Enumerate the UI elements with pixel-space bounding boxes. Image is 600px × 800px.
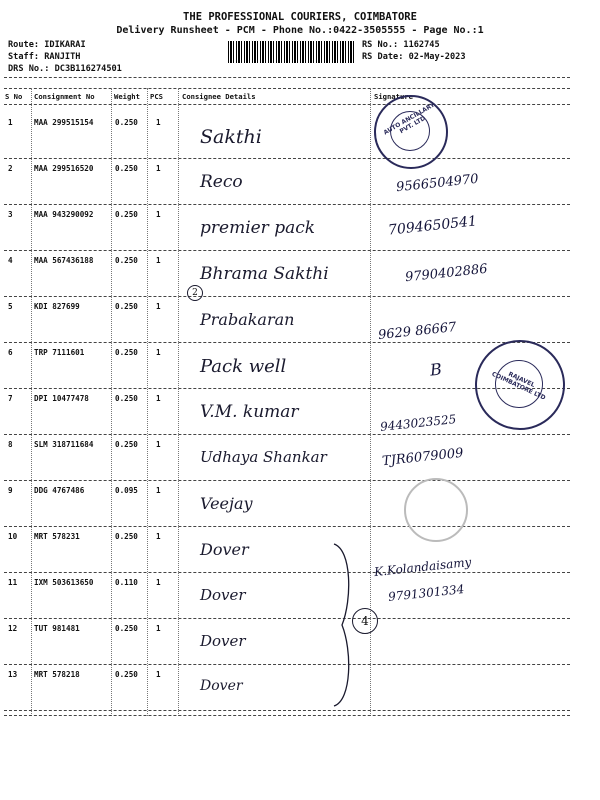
rs-date-line [362, 52, 466, 62]
row-sno: 2 [8, 164, 13, 173]
drs-label: DRS No.: [8, 64, 50, 74]
row-weight: 0.250 [115, 670, 138, 679]
row-consignee-handwriting: Pack well [200, 356, 287, 377]
col-signature: Signature [374, 92, 413, 101]
route-line [8, 40, 86, 50]
rs-date-label: RS Date: [362, 52, 404, 62]
row-consignee-handwriting: V.M. kumar [200, 402, 299, 422]
drs-line [8, 64, 122, 74]
row-consignment: SLM 318711684 [34, 440, 94, 449]
col-weight: Weight [114, 92, 140, 101]
row-sno: 3 [8, 210, 13, 219]
row-signature-handwriting: 7094650541 [387, 213, 478, 239]
row-sno: 8 [8, 440, 13, 449]
row-sno: 4 [8, 256, 13, 265]
table-bottom-divider [4, 715, 570, 716]
row-weight: 0.250 [115, 302, 138, 311]
row-consignment: DPI 10477478 [34, 394, 89, 403]
row-signature-handwriting: 9443023525 [379, 412, 457, 434]
col-consignee: Consignee Details [182, 92, 256, 101]
row-weight: 0.250 [115, 394, 138, 403]
bracket-mark [330, 540, 360, 710]
barcode-image [228, 41, 354, 63]
row-weight: 0.250 [115, 256, 138, 265]
row-pcs: 1 [156, 532, 161, 541]
row-divider [4, 526, 570, 527]
staff-value: RANJITH [44, 52, 81, 62]
circle-annotation: 4 [352, 608, 378, 634]
row-sno: 1 [8, 118, 13, 127]
row-weight: 0.250 [115, 164, 138, 173]
staff-line [8, 52, 80, 62]
rs-no-line [362, 40, 440, 50]
company-stamp [374, 95, 448, 169]
row-consignment: TUT 981481 [34, 624, 80, 633]
row-pcs: 1 [156, 670, 161, 679]
row-signature-handwriting: TJR6079009 [381, 445, 465, 470]
row-pcs: 1 [156, 210, 161, 219]
col-sno: S No [5, 92, 23, 101]
row-weight: 0.250 [115, 624, 138, 633]
row-consignee-handwriting: Prabakaran [200, 310, 295, 329]
row-sno: 7 [8, 394, 13, 403]
row-signature-handwriting: 9629 86667 [377, 319, 458, 344]
route-value: IDIKARAI [44, 40, 86, 50]
row-pcs: 1 [156, 348, 161, 357]
row-consignment: MAA 943290092 [34, 210, 94, 219]
row-sno: 13 [8, 670, 18, 679]
drs-value: DC3B116274501 [54, 64, 122, 74]
stamp-text: RAJAVEL COIMBATORE LTD [490, 370, 547, 402]
row-consignee-handwriting: Bhrama Sakthi [200, 264, 329, 284]
row-divider [4, 480, 570, 481]
row-weight: 0.250 [115, 440, 138, 449]
row-divider [4, 710, 570, 711]
row-consignment: DDG 4767486 [34, 486, 85, 495]
row-weight: 0.250 [115, 348, 138, 357]
row-signature-handwriting: 9791301334 [387, 582, 465, 604]
row-divider [4, 434, 570, 435]
row-sno: 6 [8, 348, 13, 357]
row-signature-handwriting: 9790402886 [404, 261, 489, 286]
row-consignment: MAA 567436188 [34, 256, 94, 265]
row-divider [4, 618, 570, 619]
row-divider [4, 158, 570, 159]
row-weight: 0.095 [115, 486, 138, 495]
table-header-divider [4, 104, 570, 105]
row-consignee-handwriting: Veejay [200, 494, 253, 513]
row-weight: 0.250 [115, 532, 138, 541]
row-consignment: MAA 299516520 [34, 164, 94, 173]
row-divider [4, 204, 570, 205]
row-divider [4, 572, 570, 573]
table-top-divider [4, 88, 570, 89]
row-consignee-handwriting: Dover [200, 586, 246, 604]
row-pcs: 1 [156, 394, 161, 403]
row-signature-handwriting: K.Kolandaisamy [373, 554, 472, 580]
row-consignee-handwriting: Dover [200, 540, 249, 559]
row-divider [4, 250, 570, 251]
row-weight: 0.250 [115, 118, 138, 127]
row-sno: 10 [8, 532, 18, 541]
row-pcs: 1 [156, 624, 161, 633]
row-signature-handwriting: B [429, 359, 443, 380]
rs-no-label: RS No.: [362, 40, 399, 50]
row-pcs: 1 [156, 302, 161, 311]
rs-no-value: 1162745 [403, 40, 440, 50]
row-consignment: MAA 299515154 [34, 118, 94, 127]
col-pcs: PCS [150, 92, 163, 101]
row-consignee-handwriting: Udhaya Shankar [200, 448, 327, 466]
row-sno: 11 [8, 578, 18, 587]
row-consignee-handwriting: Dover [200, 678, 243, 694]
row-pcs: 1 [156, 486, 161, 495]
row-pcs: 1 [156, 440, 161, 449]
row-divider [4, 342, 570, 343]
row-sno: 9 [8, 486, 13, 495]
row-sno: 12 [8, 624, 18, 633]
row-consignee-handwriting: Reco [200, 172, 243, 192]
row-consignment: KDI 827699 [34, 302, 80, 311]
row-signature-handwriting: 9566504970 [395, 171, 480, 196]
row-consignment: MRT 578218 [34, 670, 80, 679]
row-pcs: 1 [156, 256, 161, 265]
row-consignee-handwriting: premier pack [200, 218, 316, 238]
row-sno: 5 [8, 302, 13, 311]
rs-date-value: 02-May-2023 [408, 52, 466, 62]
row-pcs: 1 [156, 164, 161, 173]
row-consignment: MRT 578231 [34, 532, 80, 541]
row-consignment: IXM 503613650 [34, 578, 94, 587]
row-divider [4, 664, 570, 665]
company-stamp [475, 340, 565, 430]
stamp-text: AUTO ANCILLARY PVT. LTD [382, 101, 437, 137]
row-divider [4, 296, 570, 297]
staff-label: Staff: [8, 52, 40, 62]
row-pcs: 1 [156, 118, 161, 127]
row-weight: 0.250 [115, 210, 138, 219]
row-consignment: TRP 7111601 [34, 348, 85, 357]
page-title: THE PROFESSIONAL COURIERS, COIMBATORE [183, 11, 417, 23]
row-weight: 0.110 [115, 578, 138, 587]
col-consignment: Consignment No [34, 92, 95, 101]
faded-stamp [404, 478, 468, 542]
row-consignee-handwriting: Dover [200, 632, 246, 650]
circle-annotation: 2 [187, 285, 203, 301]
row-pcs: 1 [156, 578, 161, 587]
header-divider [4, 77, 570, 78]
row-consignee-handwriting: Sakthi [200, 126, 262, 148]
route-label: Route: [8, 40, 40, 50]
page-subtitle: Delivery Runsheet - PCM - Phone No.:0422-3505555 - Page No.:1 [116, 25, 484, 36]
